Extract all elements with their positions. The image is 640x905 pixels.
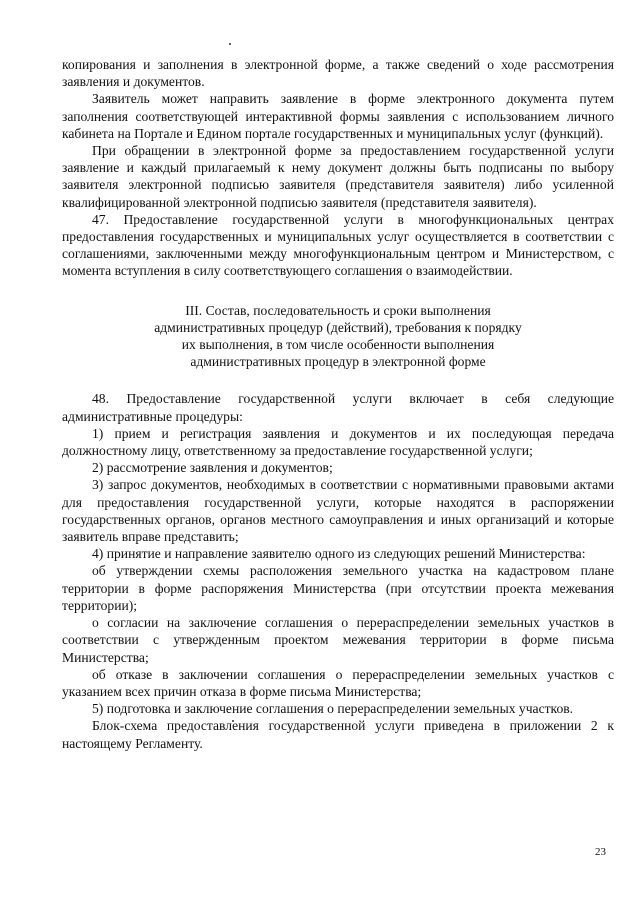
section-heading-line: административных процедур в электронной форме xyxy=(190,354,486,370)
section-heading xyxy=(62,302,614,371)
list-item: 1) прием и регистрация заявления и документов и их последующая передача должностному лицу, ответственному за предоставление государственной услуги; xyxy=(62,425,614,459)
paragraph: 47. Предоставление государственной услуги в многофункциональных центрах предоставления государственных и муниципальных услуг осуществляется в соответствии с соглашениями, заключенными между многофункциональным центром и Министерством, с момента вступления в силу соответствующего соглашения о взаимодействии. xyxy=(62,211,614,279)
sub-item: о согласии на заключение соглашения о перераспределении земельных участков в соответствии с утвержденным проектом межевания территории в форме письма Министерства; xyxy=(62,615,614,665)
document-page xyxy=(62,56,614,752)
paragraph: Заявитель может направить заявление в форме электронного документа путем заполнения соответствующей интерактивной формы заявления с использованием личного кабинета на Портале и Едином портале государственных и муниципальных услуг (функций). xyxy=(62,91,614,141)
paragraphs-bottom xyxy=(62,390,614,751)
section-heading-line: III. Состав, последовательность и сроки выполнения xyxy=(185,302,491,318)
paragraphs-top xyxy=(62,56,614,280)
paragraph: копирования и заполнения в электронной форме, а также сведений о ходе рассмотрения заявления и документов. xyxy=(62,57,614,90)
paragraph: При обращении в электронной форме за предоставлением государственной услуги заявление и каждый прилагаемый к нему документ должны быть подписаны по выбору заявителя электронной подписью заявителя (представителя заявителя) либо усиленной квалифицированной электронной подписью заявителя (представителя заявителя). xyxy=(62,143,614,210)
paragraph: Блок-схема предоставления государственной услуги приведена в приложении 2 к настоящему Регламенту. xyxy=(62,718,614,751)
sub-item: об утверждении схемы расположения земельного участка на кадастровом плане территории в форме распоряжения Министерства (при отсутствии проекта межевания территории); xyxy=(62,563,614,613)
list-item: 5) подготовка и заключение соглашения о перераспределении земельных участков. xyxy=(92,701,574,717)
section-heading-line: административных процедур (действий), требования к порядку xyxy=(154,319,522,335)
page-number: 23 xyxy=(595,846,606,858)
paragraph: 48. Предоставление государственной услуги включает в себя следующие административные процедуры: xyxy=(62,391,614,424)
list-item: 2) рассмотрение заявления и документов; xyxy=(92,460,333,476)
list-item: 4) принятие и направление заявителю одного из следующих решений Министерства: xyxy=(92,546,586,562)
scan-speck xyxy=(229,43,231,45)
sub-item: об отказе в заключении соглашения о перераспределении земельных участков с указанием всех причин отказа в форме письма Министерства; xyxy=(62,666,614,699)
section-heading-line: их выполнения, в том числе особенности выполнения xyxy=(181,337,495,353)
list-item: 3) запрос документов, необходимых в соответствии с нормативными правовыми актами для предоставления государственной услуги, которые находятся в распоряжении государственных органов, органов местного самоуправления и иных организаций и которые заявитель вправе представить; xyxy=(62,477,614,545)
